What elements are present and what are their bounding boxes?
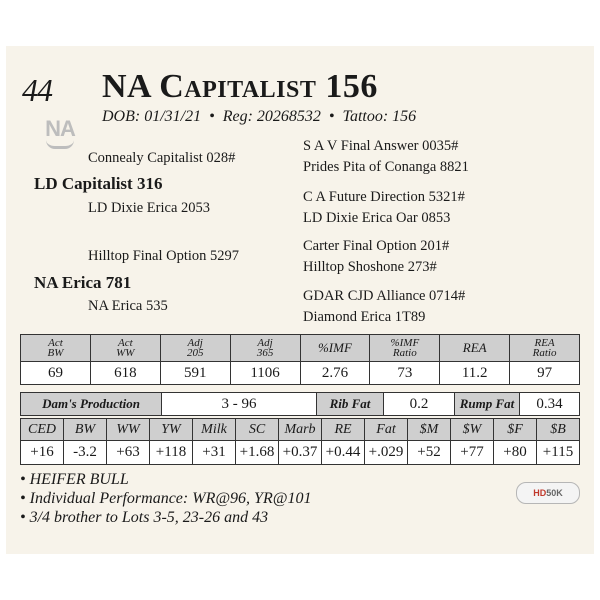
epd-value-w: +77	[451, 441, 494, 465]
epd-header-f: $F	[494, 419, 537, 441]
epd-value-f: +80	[494, 441, 537, 465]
lot-number: 44	[22, 72, 52, 108]
value-rea: 11.2	[440, 362, 510, 385]
separator: •	[328, 108, 335, 125]
pedigree-sire-sire: Connealy Capitalist 028#	[88, 150, 236, 166]
header-act-ww: Act WW	[90, 335, 160, 362]
epd-value-re: +0.44	[322, 441, 365, 465]
epd-value-m: +52	[408, 441, 451, 465]
epd-header-row	[21, 419, 580, 441]
note-item: • Individual Performance: WR@96, YR@101	[20, 490, 312, 507]
value-act-bw: 69	[21, 362, 91, 385]
epd-header-ced: CED	[21, 419, 64, 441]
epd-header-milk: Milk	[193, 419, 236, 441]
value-adj-205: 591	[160, 362, 230, 385]
performance-value-row	[21, 362, 580, 385]
header-adj-205: Adj 205	[160, 335, 230, 362]
value-imf: 2.76	[300, 362, 370, 385]
note-item: • 3/4 brother to Lots 3-5, 23-26 and 43	[20, 509, 269, 526]
rump-fat-label: Rump Fat	[455, 393, 520, 416]
rib-fat-label: Rib Fat	[317, 393, 384, 416]
epd-header-re: RE	[322, 419, 365, 441]
dams-production-value: 3 - 96	[162, 393, 317, 416]
epd-header-w: $W	[451, 419, 494, 441]
header-rea: REA	[440, 335, 510, 362]
value-imf-ratio: 73	[370, 362, 440, 385]
epd-value-marb: +0.37	[279, 441, 322, 465]
pedigree-sire: LD Capitalist 316	[34, 174, 163, 193]
rib-fat-value: 0.2	[384, 393, 455, 416]
epd-header-fat: Fat	[365, 419, 408, 441]
epd-header-b: $B	[537, 419, 580, 441]
lot-notes	[20, 470, 311, 527]
pedigree-dam: NA Erica 781	[34, 273, 132, 292]
registration: Reg: 20268532	[222, 108, 321, 125]
epd-value-row	[21, 441, 580, 465]
pedigree-ds-sire: Carter Final Option 201#	[303, 238, 450, 254]
rump-fat-value: 0.34	[520, 393, 580, 416]
header-adj-365: Adj 365	[230, 335, 300, 362]
na-logo-icon	[40, 116, 80, 148]
pedigree-dd-sire: GDAR CJD Alliance 0714#	[303, 288, 466, 304]
epd-header-m: $M	[408, 419, 451, 441]
epd-value-bw: -3.2	[64, 441, 107, 465]
epd-header-ww: WW	[107, 419, 150, 441]
hd50k-badge-icon: HD50K	[516, 482, 580, 504]
logo-text: NA	[45, 116, 75, 141]
tattoo: Tattoo: 156	[342, 108, 417, 125]
epd-table	[20, 418, 580, 465]
value-act-ww: 618	[90, 362, 160, 385]
dams-production-label: Dam's Production	[21, 393, 162, 416]
epd-value-b: +115	[537, 441, 580, 465]
epd-value-yw: +118	[150, 441, 193, 465]
pedigree-ss-sire: S A V Final Answer 0035#	[303, 138, 459, 154]
value-rea-ratio: 97	[510, 362, 580, 385]
dam-production-row	[21, 393, 580, 416]
epd-header-bw: BW	[64, 419, 107, 441]
header-act-bw: Act BW	[21, 335, 91, 362]
pedigree-ds-dam: Hilltop Shoshone 273#	[303, 259, 437, 275]
performance-header-row	[21, 335, 580, 362]
pedigree-sd-dam: LD Dixie Erica Oar 0853	[303, 210, 451, 226]
pedigree-dam-sire: Hilltop Final Option 5297	[88, 248, 240, 264]
header-rea-ratio: REA Ratio	[510, 335, 580, 362]
epd-header-yw: YW	[150, 419, 193, 441]
pedigree-ss-dam: Prides Pita of Conanga 8821	[303, 159, 469, 175]
pedigree-sire-dam: LD Dixie Erica 2053	[88, 200, 211, 216]
header-imf: %IMF	[300, 335, 370, 362]
epd-value-fat: +.029	[365, 441, 408, 465]
epd-value-milk: +31	[193, 441, 236, 465]
header-imf-ratio: %IMF Ratio	[370, 335, 440, 362]
animal-name: NA Capitalist 156	[102, 68, 378, 105]
pedigree-sd-sire: C A Future Direction 5321#	[303, 189, 465, 205]
epd-value-sc: +1.68	[236, 441, 279, 465]
note-item: • HEIFER BULL	[20, 471, 129, 488]
separator: •	[209, 108, 215, 125]
epd-value-ww: +63	[107, 441, 150, 465]
pedigree-dam-dam: NA Erica 535	[88, 298, 168, 314]
epd-value-ced: +16	[21, 441, 64, 465]
performance-table	[20, 334, 580, 385]
animal-details	[102, 108, 416, 126]
pedigree-dd-dam: Diamond Erica 1T89	[303, 309, 426, 325]
epd-header-sc: SC	[236, 419, 279, 441]
dob: DOB: 01/31/21	[102, 108, 202, 125]
value-adj-365: 1106	[230, 362, 300, 385]
epd-header-marb: Marb	[279, 419, 322, 441]
logo-swoosh	[46, 140, 74, 149]
dam-production-table	[20, 392, 580, 416]
